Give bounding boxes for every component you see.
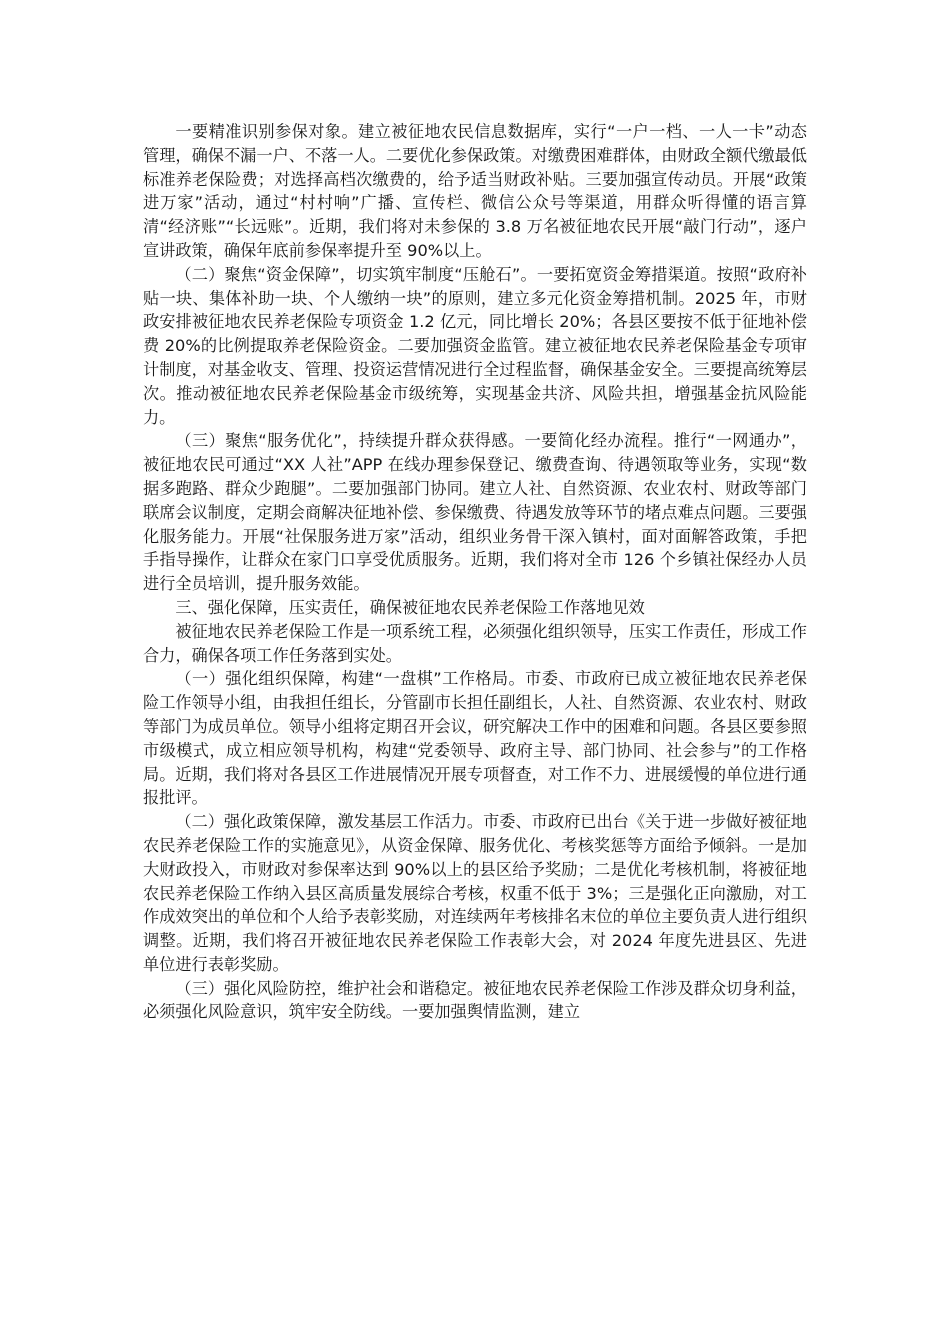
paragraph-8: （三）强化风险防控，维护社会和谐稳定。被征地农民养老保险工作涉及群众切身利益，必须强化风险意识，筑牢安全防线。一要加强舆情监测，建立 [143, 978, 807, 1022]
paragraph-6: （一）强化组织保障，构建“一盘棋”工作格局。市委、市政府已成立被征地农民养老保险工作领导小组，由我担任组长，分管副市长担任副组长，人社、自然资源、农业农村、财政等部门为成员单位。领导小组将定期召开会议，研究解决工作中的困难和问题。各县区要参照市级模式，成立相应领导机构，构建“党委领导、政府主导、部门协同、社会参与”的工作格局。近期，我们将对各县区工作进展情况开展专项督查，对工作不力、进展缓慢的单位进行通报批评。 [143, 669, 807, 808]
section-heading: 三、强化保障，压实责任，确保被征地农民养老保险工作落地见效 [175, 597, 645, 617]
paragraph-1: 一要精准识别参保对象。建立被征地农民信息数据库，实行“一户一档、一人一卡”动态管理，确保不漏一户、不落一人。二要优化参保政策。对缴费困难群体，由财政全额代缴最低标准养老保险费；对选择高档次缴费的，给予适当财政补贴。三要加强宣传动员。开展“政策进万家”活动，通过“村村响”广播、宣传栏、微信公众号等渠道，用群众听得懂的语言算清“经济账”“长远账”。近期，我们将对未参保的 3.8 万名被征地农民开展“敲门行动”，逐户宣讲政策，确保年底前参保率提升至 90%以上。 [143, 122, 807, 260]
paragraph-5: 被征地农民养老保险工作是一项系统工程，必须强化组织领导，压实工作责任，形成工作合力，确保各项工作任务落到实处。 [143, 621, 807, 665]
document-body [143, 120, 807, 1024]
paragraph-7: （二）强化政策保障，激发基层工作活力。市委、市政府已出台《关于进一步做好被征地农民养老保险工作的实施意见》，从资金保障、服务优化、考核奖惩等方面给予倾斜。一是加大财政投入，市财政对参保率达到 90%以上的县区给予奖励；二是优化考核机制，将被征地农民养老保险工作纳入县区高质量发展综合考核，权重不低于 3%；三是强化正向激励，对工作成效突出的单位和个人给予表彰奖励，对连续两年考核排名末位的单位主要负责人进行组织调整。近期，我们将召开被征地农民养老保险工作表彰大会，对 2024 年度先进县区、先进单位进行表彰奖励。 [143, 812, 807, 974]
paragraph-2: （二）聚焦“资金保障”，切实筑牢制度“压舱石”。一要拓宽资金筹措渠道。按照“政府补贴一块、集体补助一块、个人缴纳一块”的原则，建立多元化资金筹措机制。2025 年，市财政安排被征地农民养老保险专项资金 1.2 亿元，同比增长 20%；各县区要按不低于征地补偿费 20%的比例提取养老保险资金。二要加强资金监管。建立被征地农民养老保险基金专项审计制度，对基金收支、管理、投资运营情况进行全过程监督，确保基金安全。三要提高统筹层次。推动被征地农民养老保险基金市级统筹，实现基金共济、风险共担，增强基金抗风险能力。 [143, 264, 807, 427]
paragraph-3: （三）聚焦“服务优化”，持续提升群众获得感。一要简化经办流程。推行“一网通办”，被征地农民可通过“XX 人社”APP 在线办理参保登记、缴费查询、待遇领取等业务，实现“数据多跑路、群众少跑腿”。二要加强部门协同。建立人社、自然资源、农业农村、财政等部门联席会议制度，定期会商解决征地补偿、参保缴费、待遇发放等环节的堵点难点问题。三要强化服务能力。开展“社保服务进万家”活动，组织业务骨干深入镇村，面对面解答政策，手把手指导操作，让群众在家门口享受优质服务。近期，我们将对全市 126 个乡镇社保经办人员进行全员培训，提升服务效能。 [143, 431, 807, 594]
